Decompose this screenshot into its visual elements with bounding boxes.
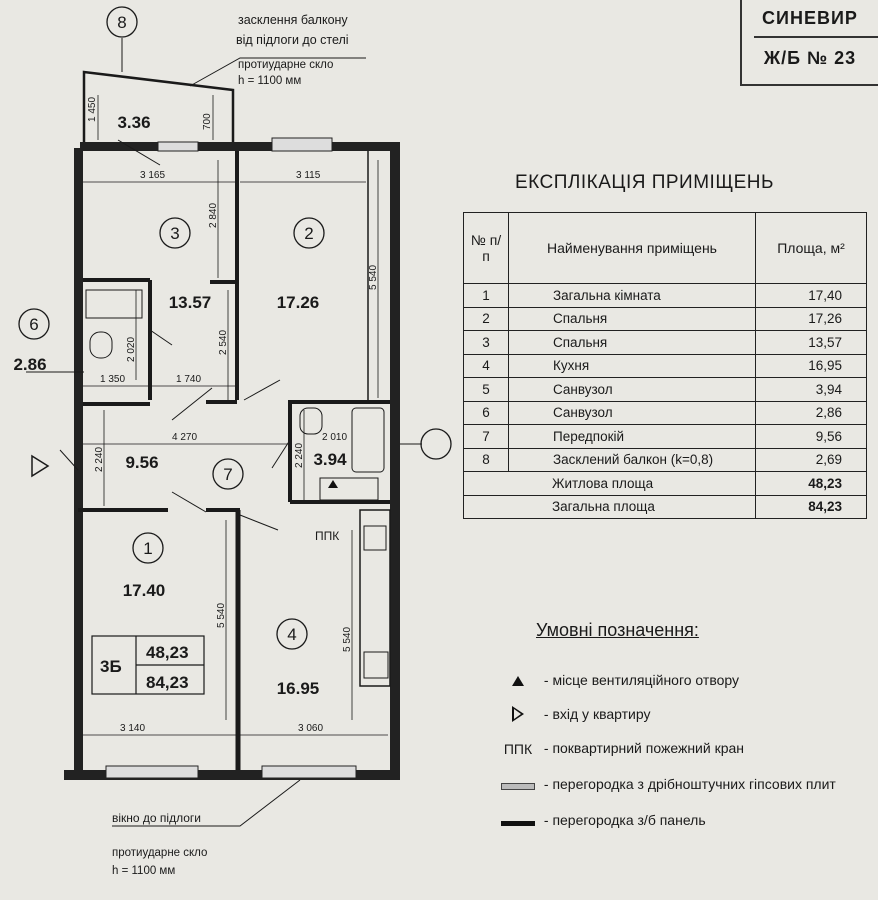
area-room-2: 17.26: [276, 293, 320, 312]
summary-label: 3Б: [100, 657, 122, 676]
table-header-row: [464, 213, 867, 284]
dim: 1 450: [87, 96, 98, 122]
cell-name: Санвузол: [509, 378, 756, 402]
table-row: [464, 401, 867, 425]
room-number: 6: [29, 315, 39, 334]
gypsum-partition-icon: [501, 783, 535, 790]
legend-title: Умовні позначення:: [536, 620, 699, 640]
project-badge: [740, 0, 878, 86]
room-number: 4: [287, 625, 297, 644]
total-row: [464, 495, 867, 519]
total-name: Загальна площа: [464, 495, 756, 519]
total-row: [464, 472, 867, 496]
kitchen-sink: [364, 526, 386, 550]
dim: 3 060: [298, 723, 324, 734]
panel-partition-icon: [501, 821, 535, 826]
balcony-note-line: засклення балкону: [238, 13, 348, 27]
cell-area: 2,69: [756, 448, 867, 472]
cell-name: Спальня: [509, 331, 756, 355]
legend-text: - перегородка з/б панель: [543, 812, 706, 828]
cell-name: Кухня: [509, 354, 756, 378]
total-area: 48,23: [756, 472, 867, 496]
explication-table: [463, 212, 867, 519]
legend-item: [496, 706, 650, 725]
total-name: Житлова площа: [464, 472, 756, 496]
balcony-outline: [84, 72, 233, 148]
dim: 2 840: [208, 202, 219, 228]
table-row: [464, 307, 867, 331]
legend-item: [496, 776, 836, 793]
window-note-line: протиударне скло: [112, 847, 208, 859]
room-number: 2: [304, 224, 314, 243]
summary-living: 48,23: [146, 643, 189, 662]
ppk-label: ППК: [503, 741, 533, 758]
dim: 5 540: [216, 602, 227, 628]
cell-area: 2,86: [756, 401, 867, 425]
room-number: 1: [143, 539, 153, 558]
ventilation-triangle-icon: [512, 676, 524, 686]
sink-5: [300, 408, 322, 434]
cell-num: 6: [464, 401, 509, 425]
entrance-arrow-icon: [32, 456, 48, 476]
dim: 1 740: [176, 374, 202, 385]
ppk-label: ППК: [315, 529, 340, 543]
door-6: [150, 330, 172, 345]
table-row: [464, 378, 867, 402]
bath-6: [86, 290, 142, 318]
dim: 2 540: [218, 329, 229, 355]
cell-num: 4: [464, 354, 509, 378]
table-row: [464, 448, 867, 472]
table-row: [464, 284, 867, 308]
cell-num: 7: [464, 425, 509, 449]
header-area: Площа, м²: [756, 213, 867, 284]
cell-area: 13,57: [756, 331, 867, 355]
dim: 5 540: [342, 626, 353, 652]
room-number: 8: [117, 13, 127, 32]
cell-name: Передпокій: [509, 425, 756, 449]
legend-text: - місце вентиляційного отвору: [543, 672, 740, 688]
balcony-note-line: h = 1100 мм: [238, 75, 302, 87]
dim: 2 020: [126, 336, 137, 362]
dim: 2 240: [294, 442, 305, 468]
cell-name: Санвузол: [509, 401, 756, 425]
legend-text: - поквартирний пожежний кран: [543, 740, 745, 756]
cell-area: 3,94: [756, 378, 867, 402]
table-row: [464, 354, 867, 378]
cell-num: 1: [464, 284, 509, 308]
cell-area: 17,26: [756, 307, 867, 331]
cell-area: 9,56: [756, 425, 867, 449]
window-note-line: вікно до підлоги: [112, 811, 201, 825]
area-room-5: 3.94: [313, 450, 347, 469]
room-number: 7: [223, 465, 233, 484]
area-room-8: 3.36: [117, 113, 151, 132]
header-num: № п/п: [464, 213, 509, 284]
cell-num: 5: [464, 378, 509, 402]
dim: 3 165: [140, 170, 166, 181]
project-name: СИНЕВИР: [762, 8, 858, 28]
door-1: [172, 492, 206, 512]
dim: 700: [202, 113, 213, 130]
explication-title: ЕКСПЛІКАЦІЯ ПРИМІЩЕНЬ: [515, 172, 774, 193]
legend-item: [496, 672, 739, 689]
table-row: [464, 331, 867, 355]
room-number: 3: [170, 224, 180, 243]
ventilation-triangle-icon: [328, 480, 338, 488]
area-room-6: 2.86: [13, 355, 47, 374]
bath-5: [352, 408, 384, 472]
cell-area: 16,95: [756, 354, 867, 378]
dim: 3 115: [296, 170, 321, 181]
cell-name: Засклений балкон (k=0,8): [509, 448, 756, 472]
area-room-3: 13.57: [168, 293, 212, 312]
cell-area: 17,40: [756, 284, 867, 308]
entrance-arrow-icon: [512, 706, 524, 722]
kitchen-stove: [364, 652, 388, 678]
legend-text: - перегородка з дрібноштучних гіпсових плит: [543, 776, 836, 792]
tub-5: [320, 478, 378, 500]
outer-wall-west: [74, 148, 83, 778]
balcony-note-line: протиударне скло: [238, 59, 334, 71]
total-area: 84,23: [756, 495, 867, 519]
header-name: Найменування приміщень: [509, 213, 756, 284]
window-south-1: [106, 766, 198, 778]
room-5-circle: [421, 429, 451, 459]
dim: 5 540: [368, 264, 379, 290]
dim: 1 350: [100, 374, 126, 385]
area-room-7: 9.56: [125, 453, 159, 472]
dim: 2 240: [94, 446, 105, 472]
dim: 2 010: [322, 432, 348, 443]
cell-num: 3: [464, 331, 509, 355]
cell-num: 8: [464, 448, 509, 472]
legend-item: [496, 812, 706, 829]
toilet-6: [90, 332, 112, 358]
dim: 4 270: [172, 432, 198, 443]
table-row: [464, 425, 867, 449]
door-4: [240, 515, 278, 530]
outer-wall-east: [390, 142, 400, 778]
summary-total: 84,23: [146, 673, 189, 692]
legend-item: [496, 740, 744, 757]
dim: 3 140: [120, 723, 146, 734]
window-north-1: [158, 142, 198, 151]
cell-name: Спальня: [509, 307, 756, 331]
project-number: Ж/Б № 23: [763, 48, 857, 68]
cell-num: 2: [464, 307, 509, 331]
balcony-note-line: від підлоги до стелі: [236, 33, 349, 47]
window-north-2: [272, 138, 332, 151]
window-note-line: h = 1100 мм: [112, 865, 176, 877]
area-room-1: 17.40: [122, 581, 166, 600]
window-south-2: [262, 766, 356, 778]
legend-text: - вхід у квартиру: [543, 706, 651, 723]
door-2: [244, 380, 280, 400]
area-room-4: 16.95: [276, 679, 320, 698]
cell-name: Загальна кімната: [509, 284, 756, 308]
